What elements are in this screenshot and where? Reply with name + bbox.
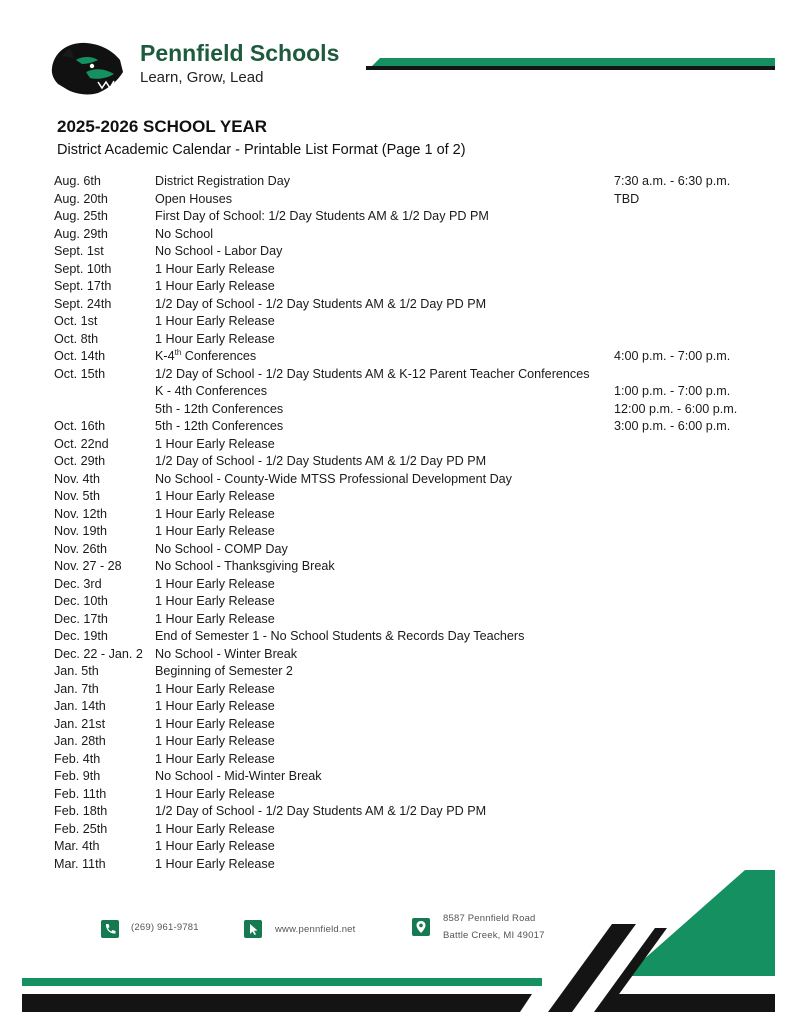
calendar-row	[54, 506, 754, 524]
event-description: 1 Hour Early Release	[155, 331, 275, 346]
event-description: 1 Hour Early Release	[155, 576, 275, 591]
event-description: 1 Hour Early Release	[155, 436, 275, 451]
calendar-row	[54, 471, 754, 489]
event-description: 5th - 12th Conferences	[155, 401, 284, 416]
event-description: No School - Winter Break	[155, 646, 298, 661]
calendar-row	[54, 278, 754, 296]
address-line-2: Battle Creek, MI 49017	[443, 930, 545, 941]
calendar-row	[54, 191, 754, 209]
calendar-row	[54, 803, 754, 821]
header-divider-bar	[366, 66, 775, 70]
event-date: Feb. 11th	[54, 786, 107, 801]
event-description: No School - Thanksgiving Break	[155, 559, 335, 573]
event-description: 1 Hour Early Release	[155, 734, 275, 748]
event-description: 1 Hour Early Release	[155, 821, 275, 836]
event-date: Nov. 19th	[54, 524, 107, 538]
event-date: Feb. 25th	[54, 821, 108, 836]
event-description: End of Semester 1 - No School Students & Records Day Teachers	[155, 629, 525, 643]
event-time: 1:00 p.m. - 7:00 p.m.	[614, 384, 731, 398]
calendar-row	[54, 698, 754, 716]
event-date: Oct. 29th	[54, 454, 106, 468]
event-description: 1 Hour Early Release	[155, 611, 275, 626]
event-date: Mar. 4th	[54, 839, 100, 853]
event-description: 1/2 Day of School - 1/2 Day Students AM & 1/2 Day PD PM	[155, 804, 487, 818]
organization-tagline: Learn, Grow, Lead	[140, 69, 264, 86]
calendar-row	[54, 576, 754, 594]
calendar-row	[54, 488, 754, 506]
event-date: Nov. 27 - 28	[54, 559, 122, 573]
event-description: 1 Hour Early Release	[155, 279, 275, 293]
event-description: 1/2 Day of School - 1/2 Day Students AM & K-12 Parent Teacher Conferences	[155, 366, 590, 381]
address-line-1: 8587 Pennfield Road	[443, 913, 536, 924]
event-date: Sept. 1st	[54, 244, 104, 258]
calendar-row	[54, 786, 754, 804]
website-link[interactable]: www.pennfield.net	[275, 924, 356, 935]
event-date: Mar. 11th	[54, 856, 106, 871]
calendar-row	[54, 838, 754, 856]
event-date: Jan. 28th	[54, 734, 106, 748]
event-date: Jan. 5th	[54, 664, 99, 678]
calendar-row	[54, 541, 754, 559]
event-date: Sept. 17th	[54, 279, 112, 293]
event-description: 1 Hour Early Release	[155, 261, 275, 276]
event-description: 1 Hour Early Release	[155, 716, 275, 731]
calendar-row	[54, 558, 754, 576]
event-description: 1 Hour Early Release	[155, 506, 275, 521]
header-accent-bar	[372, 58, 775, 66]
calendar-row	[54, 261, 754, 279]
calendar-row	[54, 646, 754, 664]
calendar-row	[54, 226, 754, 244]
event-time: 3:00 p.m. - 6:00 p.m.	[614, 419, 731, 433]
event-date: Oct. 16th	[54, 419, 106, 433]
event-description: No School - Mid-Winter Break	[155, 769, 322, 783]
event-date: Jan. 21st	[54, 716, 106, 731]
event-description: 1 Hour Early Release	[155, 524, 275, 538]
event-description: 1 Hour Early Release	[155, 856, 275, 871]
calendar-row	[54, 768, 754, 786]
event-date: Aug. 29th	[54, 226, 108, 241]
calendar-row	[54, 173, 754, 191]
event-date: Sept. 24th	[54, 296, 112, 311]
calendar-event-list	[54, 173, 754, 873]
event-time: TBD	[614, 191, 640, 206]
calendar-row	[54, 208, 754, 226]
page-subtitle: District Academic Calendar - Printable List Format (Page 1 of 2)	[57, 142, 466, 158]
event-description: No School - Labor Day	[155, 244, 283, 258]
calendar-row	[54, 523, 754, 541]
calendar-row	[54, 383, 754, 401]
event-date: Nov. 12th	[54, 506, 107, 521]
calendar-row	[54, 401, 754, 419]
event-description: No School - County-Wide MTSS Professional Development Day	[155, 471, 512, 486]
calendar-row	[54, 628, 754, 646]
calendar-row	[54, 593, 754, 611]
event-date: Oct. 14th	[54, 349, 106, 363]
event-date: Jan. 7th	[54, 681, 99, 696]
event-date: Dec. 22 - Jan. 2	[54, 646, 143, 661]
panther-logo-icon	[48, 38, 126, 98]
event-date: Dec. 10th	[54, 594, 108, 608]
calendar-row	[54, 243, 754, 261]
event-date: Sept. 10th	[54, 261, 112, 276]
phone-number: (269) 961-9781	[131, 922, 199, 933]
calendar-row	[54, 681, 754, 699]
event-date: Aug. 20th	[54, 191, 108, 206]
ordinal-suffix: th	[174, 347, 182, 357]
event-description: 1 Hour Early Release	[155, 594, 275, 608]
calendar-row	[54, 348, 754, 366]
event-date: Oct. 22nd	[54, 436, 109, 451]
event-description: 5th - 12th Conferences	[155, 419, 284, 433]
event-description	[155, 348, 256, 366]
event-description: No School	[155, 226, 214, 241]
event-date: Dec. 3rd	[54, 576, 102, 591]
event-time: 12:00 p.m. - 6:00 p.m.	[614, 401, 738, 416]
footer-decoration	[0, 860, 791, 1024]
calendar-row	[54, 331, 754, 349]
calendar-row	[54, 716, 754, 734]
event-date: Nov. 4th	[54, 471, 100, 486]
calendar-row	[54, 366, 754, 384]
event-description: 1 Hour Early Release	[155, 786, 275, 801]
event-description: First Day of School: 1/2 Day Students AM & 1/2 Day PD PM	[155, 209, 489, 223]
event-date: Feb. 18th	[54, 804, 108, 818]
event-description: 1/2 Day of School - 1/2 Day Students AM & 1/2 Day PD PM	[155, 454, 487, 468]
event-description: Beginning of Semester 2	[155, 664, 293, 678]
calendar-row	[54, 821, 754, 839]
event-description-prefix: K-4	[155, 349, 175, 363]
calendar-row	[54, 296, 754, 314]
event-date: Oct. 15th	[54, 366, 106, 381]
event-date: Feb. 9th	[54, 769, 101, 783]
event-description: K - 4th Conferences	[155, 384, 268, 398]
event-date: Nov. 26th	[54, 541, 107, 556]
calendar-row	[54, 733, 754, 751]
calendar-row	[54, 751, 754, 769]
event-description: No School - COMP Day	[155, 541, 288, 556]
event-description: 1 Hour Early Release	[155, 489, 275, 503]
event-description: 1/2 Day of School - 1/2 Day Students AM & 1/2 Day PD PM	[155, 296, 487, 311]
calendar-row	[54, 313, 754, 331]
calendar-row	[54, 418, 754, 436]
calendar-row	[54, 663, 754, 681]
event-time: 4:00 p.m. - 7:00 p.m.	[614, 349, 731, 363]
calendar-row	[54, 453, 754, 471]
organization-name: Pennfield Schools	[140, 40, 340, 66]
event-date: Jan. 14th	[54, 699, 106, 713]
event-description: Open Houses	[155, 191, 233, 206]
calendar-row	[54, 436, 754, 454]
event-date: Dec. 19th	[54, 629, 108, 643]
event-date: Dec. 17th	[54, 611, 108, 626]
event-description: District Registration Day	[155, 174, 291, 188]
calendar-row	[54, 611, 754, 629]
event-date: Aug. 25th	[54, 209, 108, 223]
event-description-suffix: Conferences	[181, 349, 257, 363]
event-date: Nov. 5th	[54, 489, 100, 503]
event-date: Oct. 1st	[54, 314, 98, 328]
event-description: 1 Hour Early Release	[155, 751, 275, 766]
event-date: Feb. 4th	[54, 751, 101, 766]
event-description: 1 Hour Early Release	[155, 314, 275, 328]
event-description: 1 Hour Early Release	[155, 839, 275, 853]
event-description: 1 Hour Early Release	[155, 681, 275, 696]
event-description: 1 Hour Early Release	[155, 699, 275, 713]
event-date: Oct. 8th	[54, 331, 99, 346]
event-date: Aug. 6th	[54, 174, 101, 188]
page-title: 2025-2026 SCHOOL YEAR	[57, 117, 268, 136]
event-time: 7:30 a.m. - 6:30 p.m.	[614, 174, 731, 188]
